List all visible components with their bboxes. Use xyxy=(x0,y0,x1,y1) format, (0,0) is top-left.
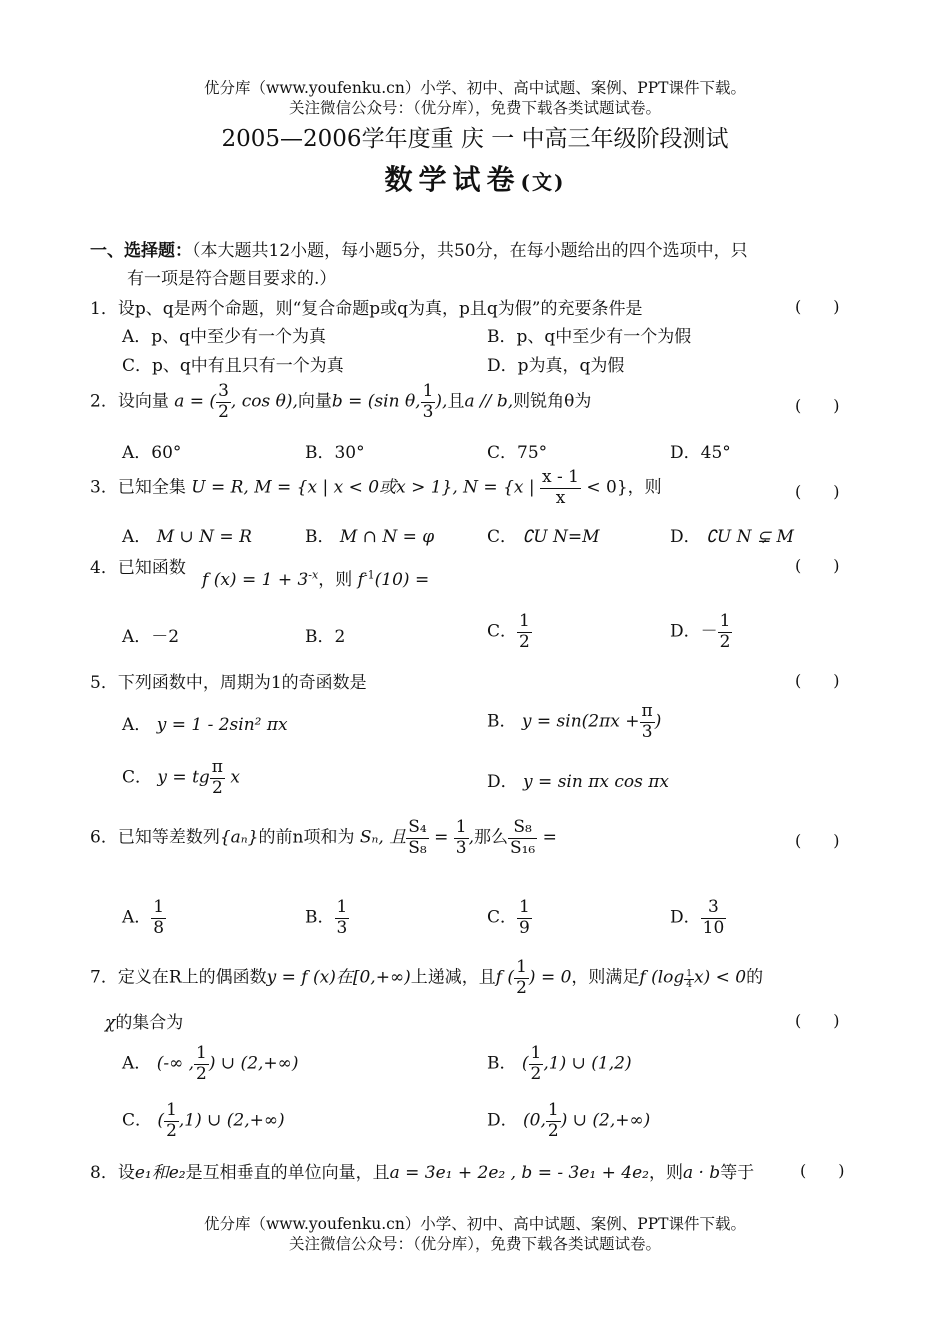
q6-number: 6． xyxy=(90,827,118,848)
q7-x: χ xyxy=(105,1013,116,1033)
q4-stem-label xyxy=(90,553,186,578)
q7-stem: 7．定义在R上的偶函数y = f (x)在[0,+∞)上递减，且f ( $\frac{1}{2}$ ) = 0，则满足f (log $\frac{1}{4}$ x) < 0的 xyxy=(90,957,764,998)
q7-f: y = f (x)在[0,+∞) xyxy=(266,967,411,988)
q2-mid: 向量 xyxy=(297,391,332,412)
q1-option-a: A．p、q中至少有一个为真 xyxy=(122,327,327,347)
q4-number: 4． xyxy=(90,558,118,578)
q7-ineq: f (log xyxy=(639,967,685,988)
q7-option-b: B． ( $\frac{1}{2}$ ,1) ∪ (1,2) xyxy=(487,1043,632,1084)
q5-option-b: B． y = sin(2πx + $\frac{\pi}{3}$ ) xyxy=(487,701,662,742)
q6-c-frac: $\frac{1}{9}$ xyxy=(519,897,530,938)
q3-option-a: A． M ∪ N = R xyxy=(122,527,252,547)
q3-option-c-math: ∁U N=M xyxy=(522,527,600,547)
q7-c-frac: $\frac{1}{2}$ xyxy=(166,1100,177,1141)
paper-title-main: 数学试卷 xyxy=(384,163,521,196)
q8-pre: 设 xyxy=(117,1163,135,1183)
q6-sn: Sₙ, 且 xyxy=(359,827,407,848)
q4-option-d: D．－ $\frac{1}{2}$ xyxy=(670,611,731,652)
exam-title: 2005—2006学年度重 庆 一 中高三年级阶段测试 xyxy=(221,126,729,152)
q4-inverse: f xyxy=(357,570,364,590)
header-line-2: 关注微信公众号：（优分库），免费下载各类试题试卷。 xyxy=(288,99,661,117)
q2-vector-a: a = ( xyxy=(174,391,217,412)
q5-c-frac: $\frac{\pi}{2}$ xyxy=(211,757,223,798)
section-heading: 一、选择题： xyxy=(90,241,192,261)
q4-exponent: -x xyxy=(308,568,319,582)
q2-stem: 2．设向量 a = ( $\frac{3}{2}$ , cos θ),向量b = (sin θ, $\frac{1}{3}$ ),且a // b,则锐角θ为 xyxy=(90,381,592,422)
q5-option-c-math: y = tg xyxy=(157,767,210,788)
q5-option-d-math: y = sin πx cos πx xyxy=(523,772,670,792)
q8-answer-paren: ( ) xyxy=(800,1161,845,1180)
q6-a-frac: $\frac{1}{8}$ xyxy=(153,897,165,938)
q8-post: ，则 xyxy=(648,1163,683,1183)
q1-option-c: C．p、q中有且只有一个为真 xyxy=(122,356,344,376)
q7-cond: = 0 xyxy=(540,967,572,988)
q6-d-frac: $\frac{3}{10}$ xyxy=(702,897,725,938)
q3-answer-paren: ( ) xyxy=(795,482,840,501)
q3-stem xyxy=(90,468,662,508)
q6-frac-1-3: $\frac{1}{3}$ xyxy=(455,817,467,858)
q3-option-d: D． ∁U N ⊊ M xyxy=(670,527,794,547)
q4-pre: 已知函数 xyxy=(117,558,186,578)
q6-option-d: D． $\frac{3}{10}$ xyxy=(670,897,725,938)
q8-stem xyxy=(90,1158,754,1183)
q5-option-d: D． y = sin πx cos πx xyxy=(487,772,670,792)
q6-answer-paren: ( ) xyxy=(795,831,840,850)
q7-option-b-math: ( xyxy=(521,1053,529,1074)
q7-frac-1-2: $\frac{1}{2}$ xyxy=(516,957,527,998)
q8-end: 等于 xyxy=(720,1163,755,1183)
q8-dot: a · b xyxy=(682,1163,721,1183)
q7-b-frac: $\frac{1}{2}$ xyxy=(530,1043,542,1084)
section-desc-1: （本大题共12小题，每小题5分，共50分，在每小题给出的四个选项中，只 xyxy=(192,241,748,261)
q6-frac-s4-s8: $\frac{\text{S₄}}{\text{S₈}}$ xyxy=(408,817,427,858)
q4-option-c: C． $\frac{1}{2}$ xyxy=(487,611,530,652)
q3-number: 3． xyxy=(90,477,118,498)
q1-number: 1． xyxy=(90,299,118,319)
q4-mid: ，则 xyxy=(318,570,353,590)
q7-stem-line2 xyxy=(105,1008,183,1033)
q3-option-a-math: M ∪ N = R xyxy=(156,527,252,547)
q4-d-frac: $\frac{1}{2}$ xyxy=(719,611,731,652)
q2-frac-3-2: $\frac{3}{2}$ xyxy=(218,381,229,422)
q7-option-d-math: (0, xyxy=(523,1110,546,1131)
q1-answer-paren: ( ) xyxy=(795,297,840,316)
q7-option-c: C． ( $\frac{1}{2}$ ,1) ∪ (2,+∞) xyxy=(122,1100,285,1141)
q6-then: 那么 xyxy=(473,827,508,848)
q5-stem xyxy=(90,668,367,693)
section-heading-row xyxy=(90,236,748,261)
footer-line-2: 关注微信公众号：（优分库），免费下载各类试题试卷。 xyxy=(288,1235,661,1253)
q7-number: 7． xyxy=(90,967,118,988)
q7-option-c-math: ( xyxy=(157,1110,165,1131)
q3-option-b-math: M ∩ N = φ xyxy=(339,527,435,547)
q3-option-c: C． ∁U N=M xyxy=(487,527,600,547)
q3-option-b: B． M ∩ N = φ xyxy=(305,527,435,547)
q2-option-a: A．60° xyxy=(122,443,182,463)
q7-f-half: f ( xyxy=(495,967,515,988)
q7-log-base: $\frac{1}{4}$ xyxy=(686,968,693,990)
q2-parallel: a // b, xyxy=(464,391,514,412)
header-line-1: 优分库（www.youfenku.cn）小学、初中、高中试题、案例、PPT课件下载。 xyxy=(203,79,747,97)
q3-option-d-math: ∁U N ⊊ M xyxy=(706,527,794,547)
q6-option-c: C． $\frac{1}{9}$ xyxy=(487,897,530,938)
paper-title-sub: (文) xyxy=(520,170,566,194)
q7-pre: 定义在R上的偶函数 xyxy=(117,967,267,988)
q6-option-a: A． $\frac{1}{8}$ xyxy=(122,897,165,938)
q2-frac-1-3: $\frac{1}{3}$ xyxy=(422,381,434,422)
q3-sets: U = R, M = {x | x < 0或x > 1}, N = {x | xyxy=(191,477,535,498)
q7-option-a: A． (-∞ , $\frac{1}{2}$ ) ∪ (2,+∞) xyxy=(122,1043,299,1084)
q6-frac-s8-s16: $\frac{\text{S₈}}{\text{S₁₆}}$ xyxy=(509,817,536,858)
q1-option-b: B．p、q中至少有一个为假 xyxy=(487,327,692,347)
q5-b-frac: $\frac{\pi}{3}$ xyxy=(641,701,653,742)
footer-line-1: 优分库（www.youfenku.cn）小学、初中、高中试题、案例、PPT课件下载。 xyxy=(203,1215,747,1233)
q5-text: 下列函数中，周期为1的奇函数是 xyxy=(117,673,367,693)
q2-post: 且 xyxy=(447,391,465,412)
q6-seq: {aₙ} xyxy=(219,827,259,848)
q7-end: 的 xyxy=(746,967,764,988)
q2-option-c: C．75° xyxy=(487,443,548,463)
paper-title xyxy=(0,158,950,198)
q5-number: 5． xyxy=(90,673,118,693)
q7-mid2: ，则满足 xyxy=(571,967,640,988)
q8-vectors: e₁和e₂ xyxy=(134,1163,186,1183)
q7-mid: 上递减，且 xyxy=(410,967,496,988)
q8-number: 8． xyxy=(90,1163,118,1183)
q7-ineq-tail: x) < 0 xyxy=(694,967,747,988)
q2-pre: 设向量 xyxy=(117,391,169,412)
q6-stem: 6．已知等差数列{aₙ}的前n项和为 Sₙ, 且 $\frac{\text{S₄}}{\text{S₈}}$ = $\frac{1}{3}$ ,那么 $\frac{\text{S₈}}{\text{S₁₆}}$ = xyxy=(90,817,557,858)
q3-frac: $\frac{x - 1}{x}$ xyxy=(542,467,579,508)
q6-option-b: B． $\frac{1}{3}$ xyxy=(305,897,348,938)
q7-option-d: D． (0, $\frac{1}{2}$ ) ∪ (2,+∞) xyxy=(487,1100,651,1141)
q5-option-a: A． y = 1 - 2sin² πx xyxy=(122,715,288,735)
q5-answer-paren: ( ) xyxy=(795,671,840,690)
q3-post: < 0}，则 xyxy=(586,477,662,498)
section-desc-2: 有一项是符合题目要求的.） xyxy=(127,269,337,289)
q7-d-frac: $\frac{1}{2}$ xyxy=(547,1100,559,1141)
q6-b-frac: $\frac{1}{3}$ xyxy=(336,897,348,938)
q1-option-d: D．p为真，q为假 xyxy=(487,356,625,376)
q8-mid: 是互相垂直的单位向量，且 xyxy=(185,1163,390,1183)
q4-inverse-tail: (10) = xyxy=(374,570,430,590)
q2-end: 则锐角θ为 xyxy=(513,391,592,412)
q4-f: f (x) = 1 + 3 xyxy=(202,570,309,590)
q4-inverse-exp: -1 xyxy=(363,568,375,582)
q7-line2: 的集合为 xyxy=(115,1013,184,1033)
q5-option-a-math: y = 1 - 2sin² πx xyxy=(156,715,288,735)
q6-pre: 已知等差数列 xyxy=(117,827,220,848)
q5-option-b-math: y = sin(2πx + xyxy=(521,711,640,732)
q1-text: 设p、q是两个命题，则“复合命题p或q为真，p且q为假”的充要条件是 xyxy=(117,299,643,319)
q4-option-a: A．－2 xyxy=(122,627,180,647)
q7-a-frac: $\frac{1}{2}$ xyxy=(196,1043,207,1084)
q2-option-b: B．30° xyxy=(305,443,365,463)
q5-option-c: C． y = tg $\frac{\pi}{2}$ x xyxy=(122,757,240,798)
q4-option-b: B．2 xyxy=(305,627,346,647)
q2-number: 2． xyxy=(90,391,118,412)
q2-option-d: D．45° xyxy=(670,443,731,463)
q7-answer-paren: ( ) xyxy=(795,1011,840,1030)
q7-option-a-math: (-∞ , xyxy=(156,1053,195,1074)
q4-answer-paren: ( ) xyxy=(795,556,840,575)
q4-c-frac: $\frac{1}{2}$ xyxy=(519,611,530,652)
q6-mid: 的前n项和为 xyxy=(258,827,355,848)
q2-vector-b: b = (sin θ, xyxy=(331,391,421,412)
q1-stem xyxy=(90,294,643,319)
q3-pre: 已知全集 xyxy=(117,477,186,498)
q8-expr: a = 3e₁ + 2e₂ , b = - 3e₁ + 4e₂ xyxy=(389,1163,649,1183)
q4-function xyxy=(202,565,429,590)
q2-answer-paren: ( ) xyxy=(795,396,840,415)
